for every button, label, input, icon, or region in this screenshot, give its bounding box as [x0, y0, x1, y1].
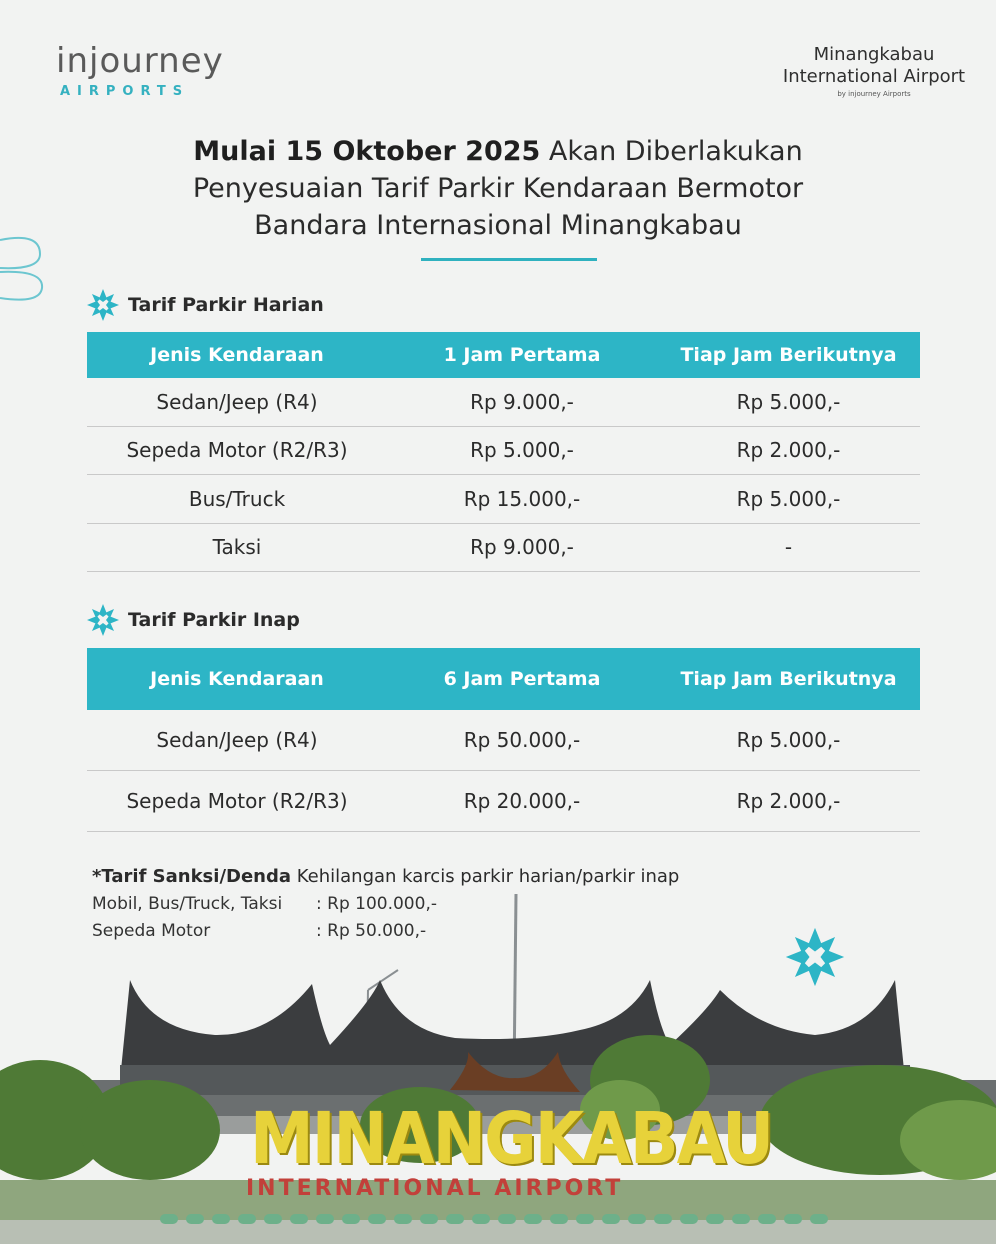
- vehicle-cell: Sedan/Jeep (R4): [156, 389, 318, 414]
- col-header: Tiap Jam Berikutnya: [680, 668, 897, 690]
- minangkabau-airport-logo: [774, 44, 974, 98]
- fine-label: Mobil, Bus/Truck, Taksi: [92, 894, 283, 914]
- table-row: [87, 524, 920, 573]
- price-cell: Rp 2.000,-: [736, 438, 841, 463]
- price-cell: Rp 5.000,-: [736, 389, 841, 414]
- vehicle-cell: Sepeda Motor (R2/R3): [126, 438, 348, 463]
- fine-row: [92, 894, 679, 914]
- fine-amount: : Rp 100.000,-: [316, 894, 437, 914]
- vehicle-cell: Sepeda Motor (R2/R3): [126, 789, 348, 813]
- table-header: [87, 648, 920, 710]
- col-header: 1 Jam Pertama: [443, 344, 601, 366]
- logo-word: injourney: [56, 41, 224, 81]
- vehicle-cell: Sedan/Jeep (R4): [156, 728, 318, 752]
- injourney-airports-logo: [56, 41, 224, 99]
- vehicle-cell: Bus/Truck: [188, 486, 286, 511]
- star-flower-icon: [784, 926, 846, 988]
- fine-row: [92, 921, 679, 941]
- announcement-heading: [0, 133, 996, 244]
- col-header: Tiap Jam Berikutnya: [680, 344, 897, 366]
- price-cell: -: [784, 535, 793, 560]
- col-header: 6 Jam Pertama: [443, 668, 601, 690]
- table-row: [87, 378, 920, 427]
- price-cell: Rp 20.000,-: [463, 789, 581, 813]
- fine-heading: *Tarif Sanksi/Denda Kehilangan karcis parkir harian/parkir inap: [92, 866, 680, 887]
- table-row: [87, 427, 920, 476]
- heading-line2: Penyesuaian Tarif Parkir Kendaraan Bermotor: [192, 173, 804, 204]
- price-cell: Rp 15.000,-: [463, 486, 581, 511]
- overnight-tariff-table: [87, 648, 920, 832]
- fine-label: Sepeda Motor: [92, 921, 211, 941]
- price-cell: Rp 5.000,-: [470, 438, 574, 463]
- star-flower-icon: [86, 288, 120, 322]
- airport-logo-line2: International Airport: [782, 66, 966, 87]
- table-row: [87, 710, 920, 771]
- airport-logo-line1: Minangkabau: [813, 44, 935, 65]
- airport-sign-main: MINANGKABAU: [250, 1098, 773, 1181]
- price-cell: Rp 50.000,-: [463, 728, 581, 752]
- heading-line1: Mulai 15 Oktober 2025 Akan Diberlakukan: [193, 136, 803, 167]
- airport-logo-line3: by injourney Airports: [837, 90, 911, 98]
- table-row: [87, 771, 920, 832]
- vehicle-cell: Taksi: [212, 535, 262, 560]
- price-cell: Rp 9.000,-: [470, 535, 574, 560]
- col-header: Jenis Kendaraan: [150, 344, 324, 366]
- table-header: [87, 332, 920, 378]
- overnight-title-text: Tarif Parkir Inap: [128, 609, 300, 631]
- daily-parking-title: [86, 288, 324, 322]
- logo-sub: AIRPORTS: [60, 84, 190, 99]
- table-row: [87, 475, 920, 524]
- airport-sign-sub: INTERNATIONAL AIRPORT: [246, 1176, 624, 1201]
- heading-line3: Bandara Internasional Minangkabau: [254, 210, 742, 241]
- decorative-curves-icon: [0, 232, 50, 312]
- fine-amount: : Rp 50.000,-: [316, 921, 427, 941]
- daily-tariff-table: [87, 332, 920, 572]
- price-cell: Rp 5.000,-: [736, 486, 841, 511]
- price-cell: Rp 5.000,-: [736, 728, 841, 752]
- col-header: Jenis Kendaraan: [150, 668, 324, 690]
- fine-section: [92, 866, 679, 941]
- heading-divider: [421, 258, 597, 261]
- overnight-parking-title: [86, 603, 300, 637]
- price-cell: Rp 9.000,-: [470, 389, 574, 414]
- star-flower-icon: [86, 603, 120, 637]
- price-cell: Rp 2.000,-: [736, 789, 841, 813]
- daily-title-text: Tarif Parkir Harian: [128, 294, 324, 316]
